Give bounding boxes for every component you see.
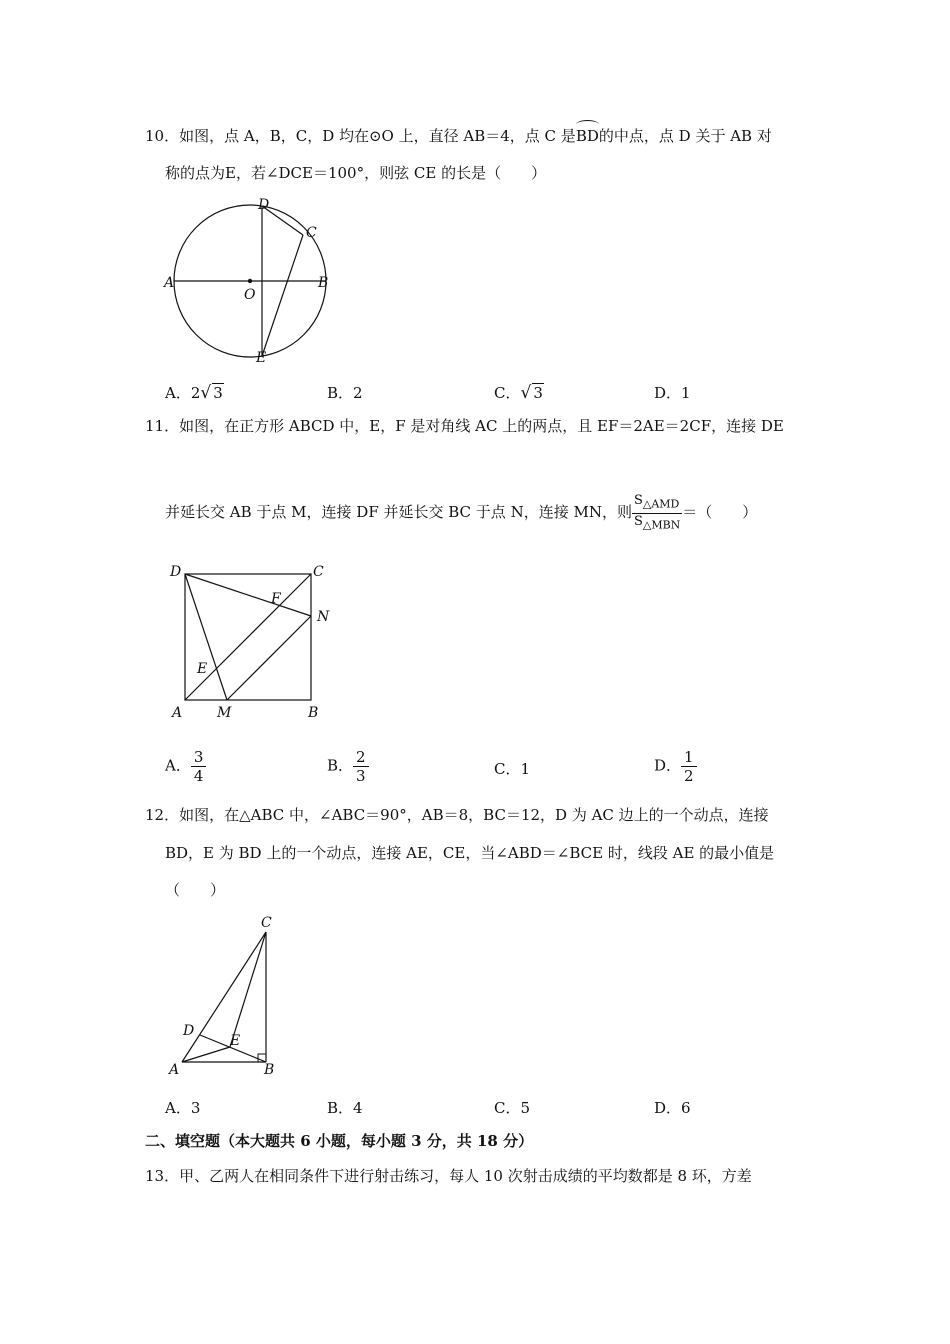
q10-option-a[interactable]: A．2√ 3 [165, 383, 223, 403]
segment-ae [182, 1047, 230, 1062]
label-o: O [244, 287, 256, 303]
frac-1-2: $\frac{1}{2}$ [681, 748, 697, 785]
label-b: B [264, 1062, 275, 1078]
segment-ce [230, 932, 266, 1047]
q12-line3: （ ） [165, 881, 226, 899]
q10-figure [160, 195, 350, 370]
diagonal-ac [185, 574, 311, 700]
q10-text-b: A，B，C，D 均在⊙O 上，直径 AB＝4，点 C 是 [239, 127, 576, 145]
q12-option-c[interactable]: C．5 [494, 1099, 531, 1117]
q11-option-c[interactable]: C．1 [494, 760, 531, 778]
q12-option-d[interactable]: D．6 [654, 1099, 691, 1117]
q10-option-d[interactable]: D．1 [654, 384, 691, 402]
q11-a-label: A． [165, 756, 191, 775]
q11-text: 并延长交 AB 于点 M，连接 DF 并延长交 BC 于点 N，连接 MN，则 [165, 503, 632, 521]
q11-line1: 11．如图，在正方形 ABCD 中，E，F 是对角线 AC 上的两点，且 EF＝2AE＝2CF，连接 DE [145, 417, 784, 435]
frac-3-4: $\frac{3}{4}$ [191, 748, 207, 785]
label-m: M [217, 705, 232, 721]
section-heading: 二、填空题（本大题共 6 小题，每小题 3 分，共 18 分） [145, 1132, 534, 1150]
side-ac [182, 932, 266, 1062]
label-b: B [308, 705, 319, 721]
label-c: C [261, 915, 272, 931]
label-d: D [170, 564, 182, 580]
area-ratio: $S_{\triangle AMD}$ $S_{\triangle MBN}$ [633, 492, 681, 532]
q10-text-a: 10．如图，点 [145, 127, 240, 145]
q12-line1: 12．如图，在△ABC 中，∠ABC＝90°，AB＝8，BC＝12，D 为 AC 边上的一个动点，连接 [145, 806, 769, 824]
label-d: D [258, 197, 270, 213]
q10-c-rad: 3 [533, 384, 543, 402]
q12-figure [160, 905, 300, 1085]
center-dot [248, 279, 252, 283]
q11-d-label: D． [654, 756, 682, 775]
q12-option-a[interactable]: A．3 [165, 1099, 201, 1117]
q10-a-rad: 3 [213, 384, 223, 402]
label-e: E [230, 1033, 241, 1049]
q11-option-d[interactable] [654, 748, 697, 785]
label-n: N [317, 609, 330, 625]
q10-c-label: C． [494, 384, 521, 402]
q12-option-b[interactable]: B．4 [327, 1099, 363, 1117]
segment-mn [227, 616, 311, 700]
q10-line2: 称的点为E，若∠DCE＝100°，则弦 CE 的长是（ ） [165, 164, 547, 182]
q11-option-b[interactable] [327, 748, 369, 785]
q11-option-a[interactable] [165, 748, 206, 785]
label-c: C [306, 225, 317, 241]
label-a: A [164, 275, 175, 291]
label-d: D [183, 1023, 195, 1039]
label-c: C [313, 564, 324, 580]
label-b: B [318, 275, 329, 291]
q10-line1 [145, 126, 772, 146]
label-e: E [197, 661, 208, 677]
q11-line2 [165, 492, 757, 533]
q10-option-b[interactable]: B．2 [327, 384, 363, 402]
q13-line1: 13．甲、乙两人在相同条件下进行射击练习，每人 10 次射击成绩的平均数都是 8 环，方差 [145, 1167, 752, 1185]
chord-ce [262, 235, 303, 356]
arc-bd: BD [575, 127, 599, 145]
label-f: F [271, 591, 281, 607]
label-a: A [172, 705, 183, 721]
q11-b-label: B． [327, 756, 354, 775]
q11-text-end: ＝（ ） [682, 503, 758, 521]
segment-dn [185, 574, 311, 616]
segment-dm [185, 574, 227, 700]
frac-2-3: $\frac{2}{3}$ [353, 748, 369, 785]
q12-line2: BD，E 为 BD 上的一个动点，连接 AE，CE，当∠ABD＝∠BCE 时，线段 AE 的最小值是 [165, 844, 775, 862]
q10-a-label: A．2 [165, 384, 201, 402]
q11-figure [160, 555, 340, 725]
label-a: A [169, 1062, 180, 1078]
label-e: E [256, 350, 267, 366]
q10-text-c: 的中点，点 D 关于 AB 对 [598, 127, 772, 145]
q10-option-c[interactable]: C．√ 3 [494, 383, 543, 403]
